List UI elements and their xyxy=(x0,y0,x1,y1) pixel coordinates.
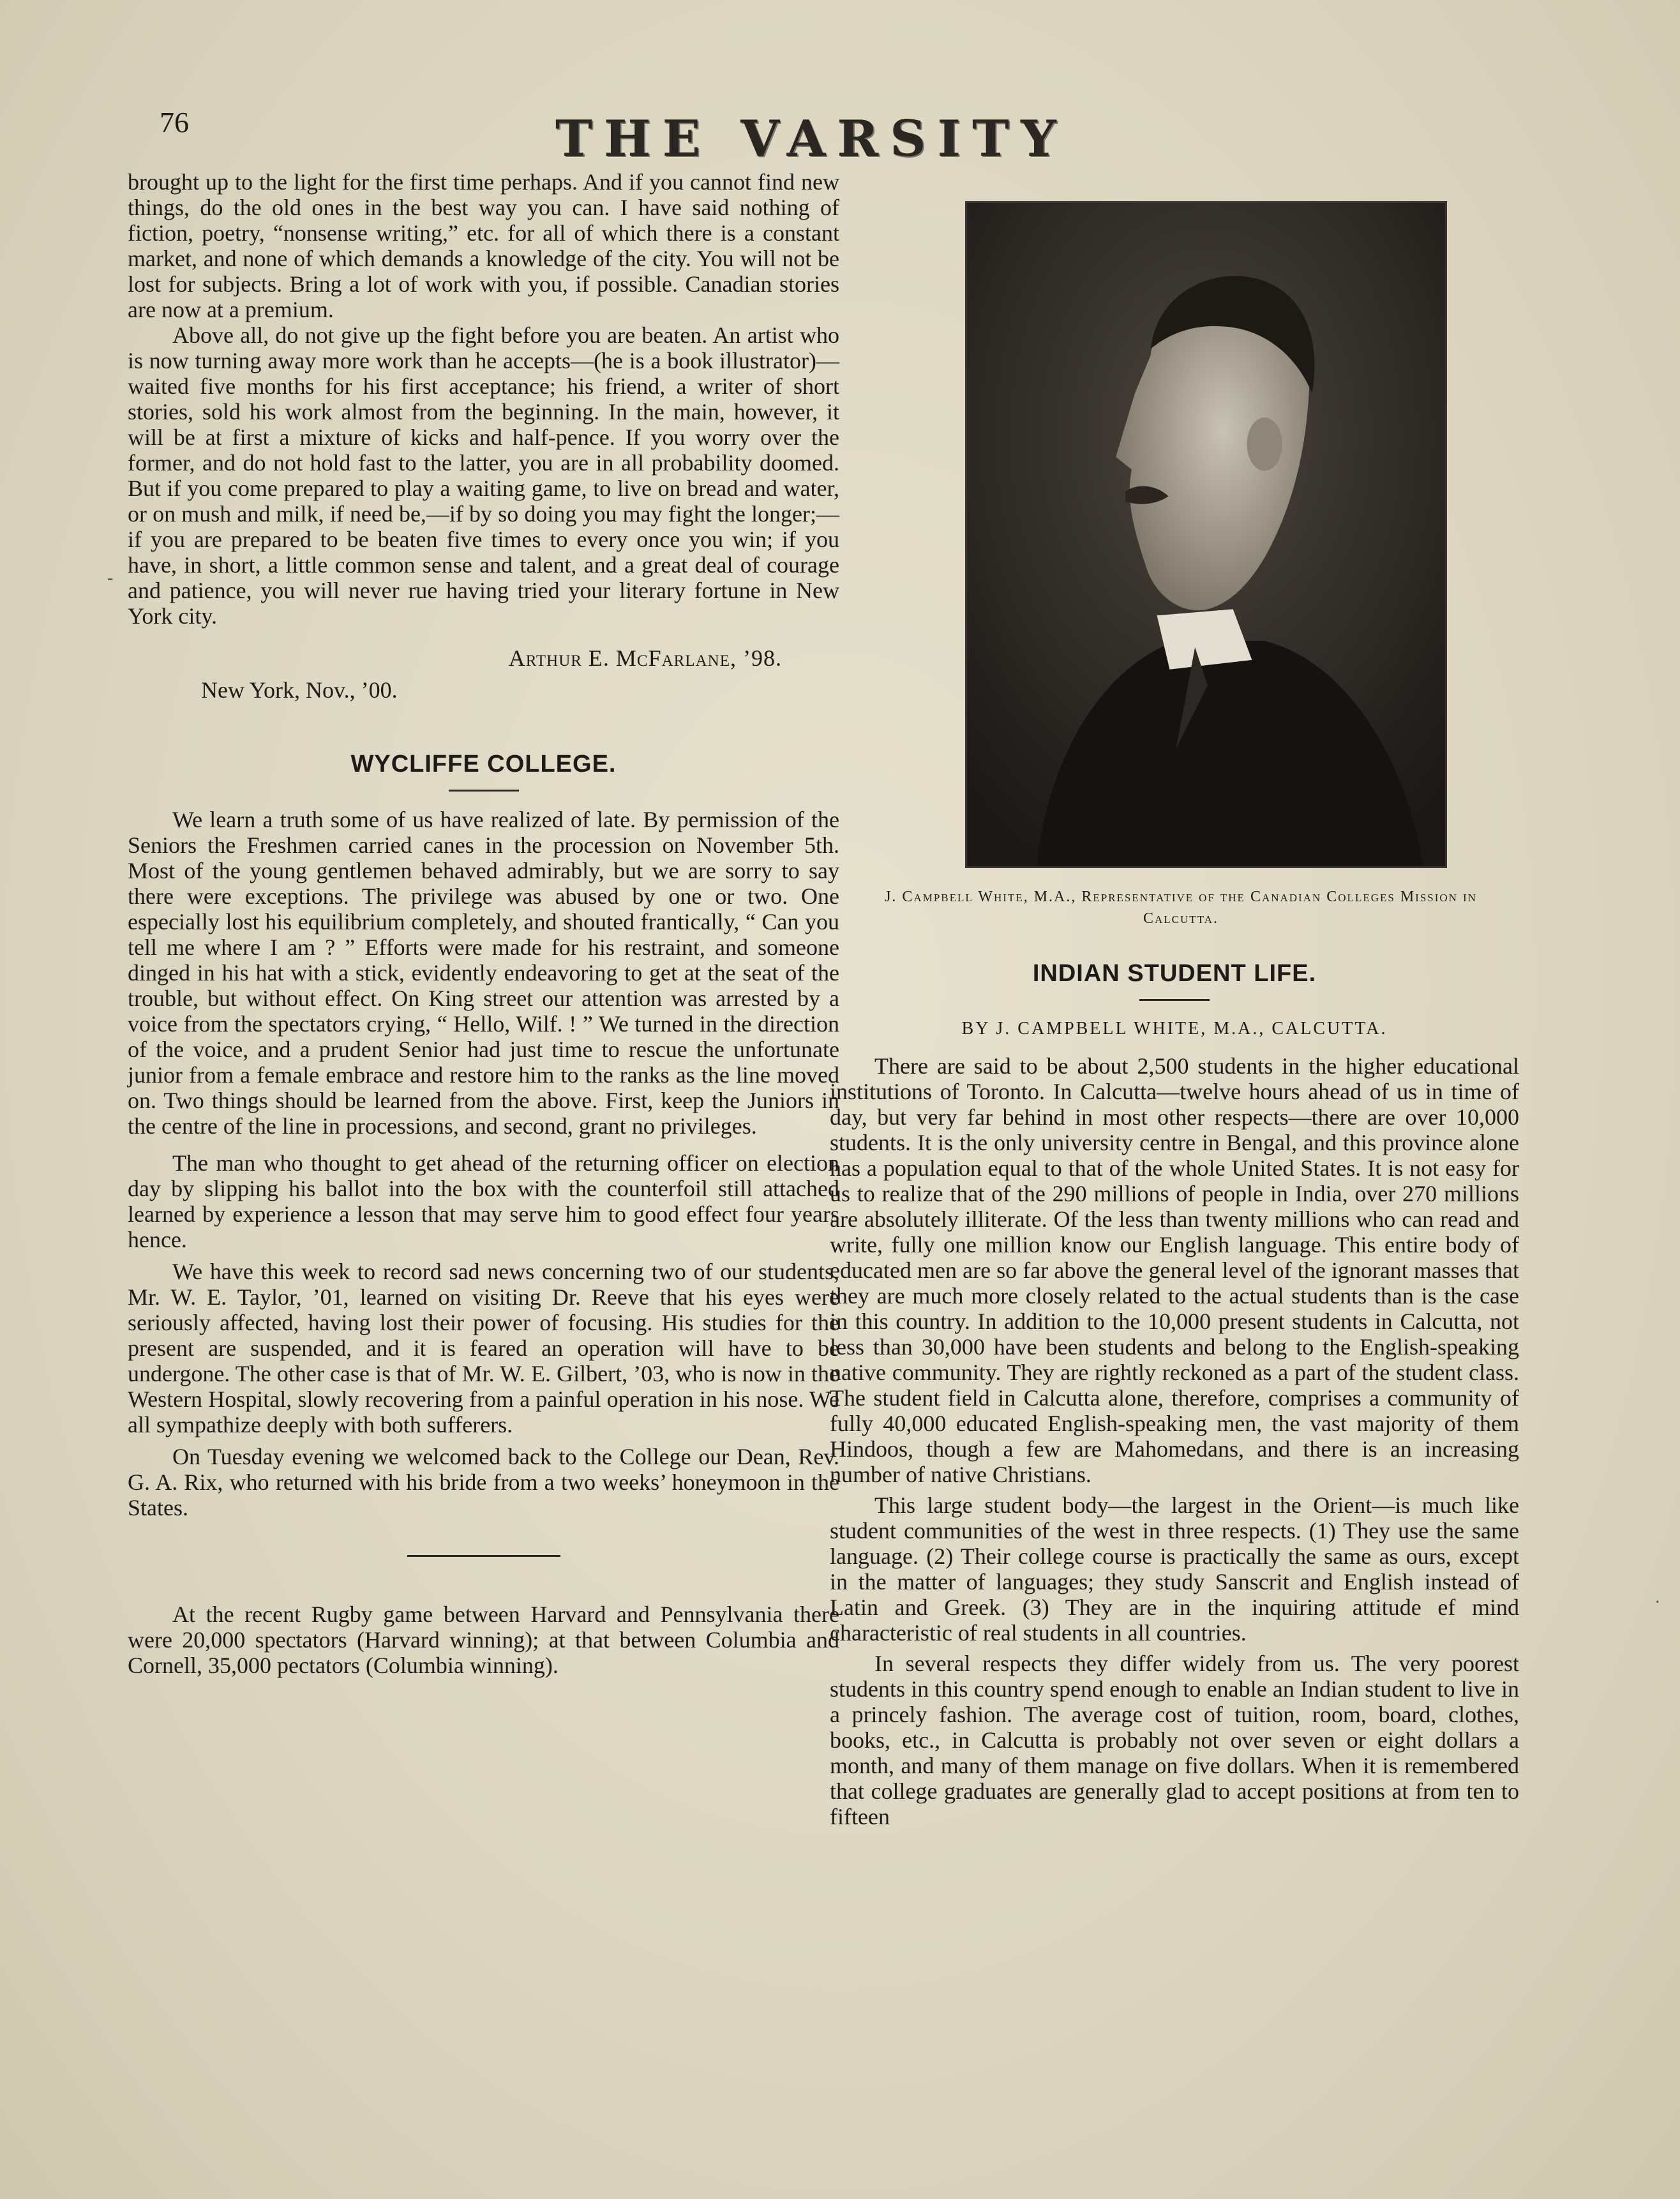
page-number: 76 xyxy=(160,106,189,139)
place-date: New York, Nov., ’00. xyxy=(201,677,398,703)
portrait-photo xyxy=(965,201,1447,868)
article-paragraph: In several respects they differ widely from us. The very poorest students in this country spend enough to enable an Indian student to live in a princely fashion. The average cost of tuition, room, board, clothes, books, etc., in Calcutta is probably not over seven or eight dollars a month, and many of them manage on five dollars. When it is remembered that college graduates are generally glad to accept positions at from ten to fifteen xyxy=(830,1651,1519,1829)
left-column xyxy=(128,169,839,1678)
photo-caption: J. Campbell White, M.A., Representative of the Canadian Colleges Mission in Calcutta. xyxy=(885,889,1477,927)
wycliffe-paragraph: The man who thought to get ahead of the returning officer on election day by slipping his ballot into the box with the counterfoil still attached learned by experience a lesson that may serve him to good effect four years hence. xyxy=(128,1150,839,1252)
masthead: THE VARSITY xyxy=(555,110,1068,168)
indian-student-life-title: INDIAN STUDENT LIFE. xyxy=(1032,960,1317,987)
title-rule xyxy=(1139,999,1210,1001)
margin-mark: · xyxy=(1654,1593,1661,1612)
author-signature: Arthur E. McFarlane, ’98. xyxy=(508,645,782,671)
wycliffe-title: WYCLIFFE COLLEGE. xyxy=(350,751,617,777)
portrait-illustration xyxy=(967,203,1445,866)
article-paragraph: brought up to the light for the first time perhaps. And if you cannot find new things, do the old ones in the best way you can. I have said nothing of fiction, poetry, “nonsense writing,” etc. for all of which there is a constant market, and none of which demands a knowledge of the city. You will not be lost for subjects. Bring a lot of work with you, if possible. Canadian stories are now at a premium. xyxy=(128,169,839,322)
article-paragraph: There are said to be about 2,500 students in the higher educational institutions of Toronto. In Calcutta—twelve hours ahead of us in time of day, but very far behind in most other respects—there are over 10,000 students. It is the only university centre in Bengal, and this province alone has a population equal to that of the whole United States. It is not easy for us to realize that of the 290 millions of people in India, over 270 millions are absolutely illiterate. Of the less than twenty millions who can read and write, fully one million know our English language. This entire body of educated men are so far above the general level of the ignorant masses that they are much more closely related to the actual students than is the case in this country. In addition to the 10,000 present students in Calcutta, not less than 30,000 have been students and belong to the English-speaking native community. They are rightly reckoned as a part of the student class. The student field in Calcutta alone, therefore, comprises a community of fully 40,000 educated English-speaking men, the vast majority of them Hindoos, though a few are Mahomedans, and there is an increasing number of native Christians. xyxy=(830,1053,1519,1487)
wycliffe-paragraph: We learn a truth some of us have realized of late. By permission of the Seniors the Freshmen carried canes in the procession on November 5th. Most of the young gentlemen behaved admirably, but we are sorry to say there were exceptions. The privilege was abused by one or two. One especially lost his equilibrium completely, and shouted frantically, “ Can you tell me where I am ? ” Efforts were made for his restraint, and someone dinged in his hat with a stick, evidently endeavoring to get at the seat of the trouble, but without effect. On King street our attention was arrested by a voice from the spectators crying, “ Hello, Wilf. ! ” We turned in the direction of the voice, and a prudent Senior had just time to rescue the unfortunate junior from a female embrace and restore him to the ranks as the line moved on. Two things should be learned from the above. First, keep the Juniors in the centre of the line in processions, and second, grant no privileges. xyxy=(128,807,839,1139)
wycliffe-paragraph: We have this week to record sad news concerning two of our students, Mr. W. E. Taylor, ’01, learned on visiting Dr. Reeve that his eyes were seriously affected, having lost their power of focusing. His studies for the present are suspended, and it is feared an operation will have to be undergone. The other case is that of Mr. W. E. Gilbert, ’03, who is now in the Western Hospital, slowly recovering from a painful operation in his nose. We all sympathize deeply with both sufferers. xyxy=(128,1259,839,1437)
section-rule xyxy=(407,1555,560,1557)
wycliffe-paragraph: On Tuesday evening we welcomed back to the College our Dean, Rev. G. A. Rix, who returned with his bride from a two weeks’ honeymoon in the States. xyxy=(128,1444,839,1520)
title-rule xyxy=(449,790,519,792)
article-paragraph: Above all, do not give up the fight before you are beaten. An artist who is now turning away more work than he accepts—(he is a book illustrator)—waited five months for his first acceptance; his friend, a writer of short stories, sold his work almost from the beginning. In the main, however, it will be at first a mixture of kicks and half-pence. If you worry over the former, and do not hold fast to the latter, you are in all probability doomed. But if you come prepared to play a waiting game, to live on bread and water, or on mush and milk, if need be,—if by so doing you may fight the longer;—if you are prepared to be beaten five times to every once you win; if you have, in short, a little common sense and talent, and a great deal of courage and patience, you will never rue having tried your literary fortune in New York city. xyxy=(128,322,839,629)
rugby-paragraph: At the recent Rugby game between Harvard and Pennsylvania there were 20,000 spectators (Harvard winning); at that between Columbia and Cornell, 35,000 pectators (Columbia winning). xyxy=(128,1602,839,1678)
byline: BY J. CAMPBELL WHITE, M.A., CALCUTTA. xyxy=(961,1019,1388,1039)
article-paragraph: This large student body—the largest in the Orient—is much like student communities of the west in three respects. (1) They use the same language. (2) Their college course is practically the same as ours, except in the matter of languages; they study Sanscrit and English instead of Latin and Greek. (3) They are in the inquiring attitude ef mind characteristic of real students in all countries. xyxy=(830,1492,1519,1646)
right-column xyxy=(830,961,1519,1829)
margin-mark: - xyxy=(107,568,114,588)
